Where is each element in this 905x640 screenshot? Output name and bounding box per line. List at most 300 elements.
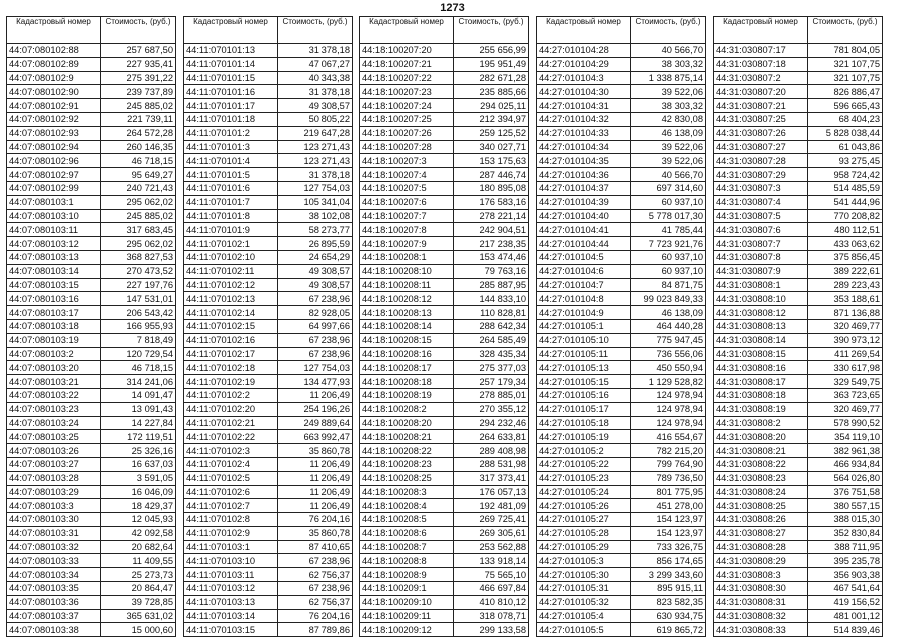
table-row	[184, 402, 353, 416]
table-row	[184, 319, 353, 333]
table-row	[7, 112, 176, 126]
table-row	[537, 99, 706, 113]
cost-cell: 410 810,12	[454, 595, 529, 609]
cost-cell: 321 107,75	[808, 57, 883, 71]
cost-cell: 7 818,49	[101, 333, 176, 347]
cadastral-number-cell: 44:18:100208:23	[360, 457, 454, 471]
cost-cell: 15 000,60	[101, 623, 176, 637]
cadastral-number-cell: 44:11:070102:16	[184, 333, 278, 347]
cadastral-number-cell: 44:27:010105:2	[537, 444, 631, 458]
cadastral-number-cell: 44:07:080102:9	[7, 71, 101, 85]
cadastral-number-cell: 44:27:010104:41	[537, 223, 631, 237]
cadastral-number-cell: 44:31:030807:29	[714, 168, 808, 182]
cadastral-number-cell: 44:11:070102:19	[184, 375, 278, 389]
table-row	[714, 416, 883, 430]
table-row	[360, 85, 529, 99]
table-row	[184, 513, 353, 527]
table-row	[184, 485, 353, 499]
cost-cell: 330 617,98	[808, 361, 883, 375]
cost-cell: 328 435,34	[454, 347, 529, 361]
cadastral-number-cell: 44:27:010105:1	[537, 319, 631, 333]
cadastral-number-cell: 44:11:070102:8	[184, 513, 278, 527]
table-row	[714, 278, 883, 292]
cost-cell: 269 305,61	[454, 526, 529, 540]
cadastral-number-cell: 44:11:070101:17	[184, 99, 278, 113]
cadastral-number-cell: 44:18:100208:4	[360, 499, 454, 513]
table-row	[360, 319, 529, 333]
cadastral-number-cell: 44:07:080103:10	[7, 209, 101, 223]
table-row	[184, 112, 353, 126]
cost-cell: 619 865,72	[631, 623, 706, 637]
cost-cell: 245 885,02	[101, 99, 176, 113]
cadastral-number-cell: 44:18:100208:14	[360, 319, 454, 333]
table-row	[184, 540, 353, 554]
cost-cell: 42 092,58	[101, 526, 176, 540]
cost-cell: 329 549,75	[808, 375, 883, 389]
cadastral-number-cell: 44:31:030808:16	[714, 361, 808, 375]
cadastral-number-cell: 44:11:070103:14	[184, 609, 278, 623]
header-cost: Стоимость, (руб.)	[101, 17, 176, 44]
cadastral-number-cell: 44:27:010104:6	[537, 264, 631, 278]
cadastral-number-cell: 44:18:100208:20	[360, 416, 454, 430]
table-row	[7, 306, 176, 320]
cadastral-number-cell: 44:07:080103:27	[7, 457, 101, 471]
cadastral-number-cell: 44:31:030808:3	[714, 568, 808, 582]
table-row	[714, 292, 883, 306]
cost-cell: 14 227,84	[101, 416, 176, 430]
cadastral-number-cell: 44:11:070103:15	[184, 623, 278, 637]
cadastral-number-cell: 44:18:100208:1	[360, 250, 454, 264]
cost-cell: 464 440,28	[631, 319, 706, 333]
cost-cell: 18 429,37	[101, 499, 176, 513]
table-row	[714, 375, 883, 389]
table-row	[714, 99, 883, 113]
table-row	[184, 595, 353, 609]
table-row	[360, 444, 529, 458]
cost-cell: 353 188,61	[808, 292, 883, 306]
cadastral-number-cell: 44:11:070101:7	[184, 195, 278, 209]
cadastral-number-cell: 44:27:010104:39	[537, 195, 631, 209]
cost-cell: 826 886,47	[808, 85, 883, 99]
table-row	[537, 513, 706, 527]
table-row	[537, 499, 706, 513]
table-row	[184, 554, 353, 568]
header-cost: Стоимость, (руб.)	[631, 17, 706, 44]
cost-cell: 239 737,89	[101, 85, 176, 99]
cost-cell: 282 671,28	[454, 71, 529, 85]
cost-cell: 663 992,47	[278, 430, 353, 444]
cost-cell: 578 990,52	[808, 416, 883, 430]
table-row	[184, 99, 353, 113]
cost-cell: 40 566,70	[631, 44, 706, 58]
table-row	[360, 237, 529, 251]
cost-cell: 564 026,80	[808, 471, 883, 485]
cadastral-number-cell: 44:18:100207:26	[360, 126, 454, 140]
cost-cell: 466 697,84	[454, 582, 529, 596]
table-row	[7, 582, 176, 596]
cadastral-number-cell: 44:11:070103:12	[184, 582, 278, 596]
cost-cell: 270 355,12	[454, 402, 529, 416]
cadastral-number-cell: 44:31:030807:5	[714, 209, 808, 223]
table-row	[537, 126, 706, 140]
cadastral-number-cell: 44:31:030808:2	[714, 416, 808, 430]
cadastral-number-cell: 44:31:030808:17	[714, 375, 808, 389]
cost-cell: 801 775,95	[631, 485, 706, 499]
table-row	[7, 168, 176, 182]
cost-cell: 31 378,18	[278, 168, 353, 182]
table-row	[537, 333, 706, 347]
table-row	[537, 57, 706, 71]
cost-cell: 1 338 875,14	[631, 71, 706, 85]
cost-cell: 46 718,15	[101, 361, 176, 375]
cadastral-number-cell: 44:31:030808:29	[714, 554, 808, 568]
cost-cell: 365 631,02	[101, 609, 176, 623]
cadastral-number-cell: 44:07:080103:11	[7, 223, 101, 237]
table-row	[537, 430, 706, 444]
table-body	[714, 44, 883, 637]
cadastral-number-cell: 44:07:080103:3	[7, 499, 101, 513]
cost-cell: 388 711,95	[808, 540, 883, 554]
cadastral-number-cell: 44:31:030807:25	[714, 112, 808, 126]
table-row	[7, 264, 176, 278]
cost-cell: 340 027,71	[454, 140, 529, 154]
cadastral-number-cell: 44:18:100207:8	[360, 223, 454, 237]
table-row	[714, 609, 883, 623]
cost-cell: 172 119,51	[101, 430, 176, 444]
cadastral-number-cell: 44:27:010104:8	[537, 292, 631, 306]
cadastral-number-cell: 44:18:100208:13	[360, 306, 454, 320]
cost-cell: 450 550,94	[631, 361, 706, 375]
cost-cell: 124 978,94	[631, 388, 706, 402]
cadastral-number-cell: 44:18:100208:17	[360, 361, 454, 375]
table-row	[714, 126, 883, 140]
cadastral-number-cell: 44:07:080103:31	[7, 526, 101, 540]
cadastral-number-cell: 44:07:080103:17	[7, 306, 101, 320]
cadastral-number-cell: 44:31:030808:22	[714, 457, 808, 471]
table-row	[360, 540, 529, 554]
cadastral-number-cell: 44:27:010105:13	[537, 361, 631, 375]
cost-cell: 134 477,93	[278, 375, 353, 389]
cadastral-number-cell: 44:11:070101:5	[184, 168, 278, 182]
table-row	[184, 57, 353, 71]
table-row	[714, 85, 883, 99]
cadastral-number-cell: 44:18:100209:1	[360, 582, 454, 596]
cost-cell: 958 724,42	[808, 168, 883, 182]
table-row	[184, 250, 353, 264]
cadastral-number-cell: 44:18:100207:24	[360, 99, 454, 113]
cadastral-number-cell: 44:07:080102:93	[7, 126, 101, 140]
cadastral-number-cell: 44:31:030807:6	[714, 223, 808, 237]
cost-cell: 775 947,45	[631, 333, 706, 347]
cost-cell: 388 015,30	[808, 513, 883, 527]
cadastral-number-cell: 44:07:080103:18	[7, 319, 101, 333]
cost-cell: 856 174,65	[631, 554, 706, 568]
cost-cell: 49 308,57	[278, 278, 353, 292]
cadastral-number-cell: 44:18:100208:7	[360, 540, 454, 554]
cadastral-number-cell: 44:27:010105:11	[537, 347, 631, 361]
cost-cell: 219 647,28	[278, 126, 353, 140]
cost-cell: 697 314,60	[631, 181, 706, 195]
table-row	[537, 112, 706, 126]
cadastral-number-cell: 44:31:030808:26	[714, 513, 808, 527]
cost-cell: 285 887,95	[454, 278, 529, 292]
cost-table-4	[536, 16, 706, 637]
cost-cell: 76 204,16	[278, 513, 353, 527]
table-row	[714, 223, 883, 237]
table-row	[537, 568, 706, 582]
cadastral-number-cell: 44:11:070102:21	[184, 416, 278, 430]
cadastral-number-cell: 44:31:030807:21	[714, 99, 808, 113]
table-row	[7, 444, 176, 458]
table-row	[714, 140, 883, 154]
cost-cell: 416 554,67	[631, 430, 706, 444]
cadastral-number-cell: 44:31:030808:27	[714, 526, 808, 540]
cadastral-number-cell: 44:31:030808:10	[714, 292, 808, 306]
table-row	[714, 430, 883, 444]
cost-cell: 166 955,93	[101, 319, 176, 333]
cost-cell: 14 091,47	[101, 388, 176, 402]
cost-cell: 389 222,61	[808, 264, 883, 278]
table-row	[7, 485, 176, 499]
table-row	[184, 430, 353, 444]
cost-cell: 20 682,64	[101, 540, 176, 554]
cost-cell: 123 271,43	[278, 154, 353, 168]
table-row	[714, 499, 883, 513]
cadastral-number-cell: 44:11:070102:1	[184, 237, 278, 251]
cost-cell: 123 271,43	[278, 140, 353, 154]
cadastral-number-cell: 44:11:070102:5	[184, 471, 278, 485]
cadastral-number-cell: 44:31:030807:9	[714, 264, 808, 278]
cadastral-number-cell: 44:31:030808:13	[714, 319, 808, 333]
cadastral-number-cell: 44:31:030807:2	[714, 71, 808, 85]
cadastral-number-cell: 44:18:100208:22	[360, 444, 454, 458]
table-row	[714, 457, 883, 471]
cost-cell: 105 341,04	[278, 195, 353, 209]
table-row	[184, 499, 353, 513]
table-row	[360, 361, 529, 375]
cadastral-number-cell: 44:27:010104:32	[537, 112, 631, 126]
table-row	[184, 375, 353, 389]
table-row	[360, 499, 529, 513]
cost-cell: 789 736,50	[631, 471, 706, 485]
cost-cell: 64 997,66	[278, 319, 353, 333]
header-cadastral-number: Кадастровый номер	[360, 17, 454, 44]
cadastral-number-cell: 44:11:070101:9	[184, 223, 278, 237]
cost-cell: 278 221,14	[454, 209, 529, 223]
table-row	[360, 209, 529, 223]
table-row	[360, 112, 529, 126]
cadastral-number-cell: 44:18:100208:2	[360, 402, 454, 416]
table-row	[7, 154, 176, 168]
cost-cell: 823 582,35	[631, 595, 706, 609]
cadastral-number-cell: 44:31:030808:28	[714, 540, 808, 554]
cadastral-number-cell: 44:18:100208:12	[360, 292, 454, 306]
cost-cell: 433 063,62	[808, 237, 883, 251]
table-row	[537, 264, 706, 278]
table-row	[714, 44, 883, 58]
cost-cell: 235 885,66	[454, 85, 529, 99]
table-row	[537, 209, 706, 223]
cadastral-number-cell: 44:11:070101:8	[184, 209, 278, 223]
table-row	[360, 568, 529, 582]
cadastral-number-cell: 44:07:080103:19	[7, 333, 101, 347]
cost-cell: 124 978,94	[631, 402, 706, 416]
cadastral-number-cell: 44:27:010105:17	[537, 402, 631, 416]
cadastral-number-cell: 44:07:080103:37	[7, 609, 101, 623]
table-row	[714, 513, 883, 527]
table-row	[537, 375, 706, 389]
cost-cell: 411 269,54	[808, 347, 883, 361]
cost-cell: 269 725,41	[454, 513, 529, 527]
table-row	[537, 140, 706, 154]
cost-cell: 26 895,59	[278, 237, 353, 251]
table-row	[184, 140, 353, 154]
cost-table-2	[183, 16, 353, 637]
table-row	[7, 609, 176, 623]
cadastral-number-cell: 44:31:030807:20	[714, 85, 808, 99]
cost-cell: 11 409,55	[101, 554, 176, 568]
cadastral-number-cell: 44:27:010104:37	[537, 181, 631, 195]
table-row	[184, 361, 353, 375]
cost-cell: 20 864,47	[101, 582, 176, 596]
cost-cell: 40 343,38	[278, 71, 353, 85]
table-row	[184, 195, 353, 209]
cadastral-number-cell: 44:31:030808:12	[714, 306, 808, 320]
cadastral-number-cell: 44:07:080102:92	[7, 112, 101, 126]
cost-cell: 67 238,96	[278, 554, 353, 568]
cost-cell: 481 001,12	[808, 609, 883, 623]
cadastral-number-cell: 44:31:030808:20	[714, 430, 808, 444]
cost-cell: 320 469,77	[808, 402, 883, 416]
cadastral-number-cell: 44:18:100208:11	[360, 278, 454, 292]
table-row	[184, 278, 353, 292]
cost-cell: 255 656,99	[454, 44, 529, 58]
table-row	[360, 140, 529, 154]
cost-cell: 240 721,43	[101, 181, 176, 195]
cost-cell: 206 543,42	[101, 306, 176, 320]
cost-cell: 110 828,81	[454, 306, 529, 320]
table-row	[184, 457, 353, 471]
table-row	[360, 623, 529, 637]
table-row	[714, 582, 883, 596]
cost-cell: 38 102,08	[278, 209, 353, 223]
cost-cell: 46 138,09	[631, 126, 706, 140]
table-row	[7, 44, 176, 58]
cost-cell: 39 522,06	[631, 154, 706, 168]
cost-cell: 11 206,49	[278, 499, 353, 513]
cost-cell: 287 446,74	[454, 168, 529, 182]
cost-cell: 451 278,00	[631, 499, 706, 513]
cost-cell: 314 241,06	[101, 375, 176, 389]
cost-cell: 60 937,10	[631, 195, 706, 209]
cost-cell: 294 025,11	[454, 99, 529, 113]
cost-cell: 596 665,43	[808, 99, 883, 113]
cost-cell: 60 937,10	[631, 250, 706, 264]
table-row	[7, 402, 176, 416]
cadastral-number-cell: 44:31:030807:27	[714, 140, 808, 154]
table-row	[360, 71, 529, 85]
cadastral-number-cell: 44:07:080103:34	[7, 568, 101, 582]
cost-table-5	[713, 16, 883, 637]
table-row	[537, 457, 706, 471]
table-row	[360, 388, 529, 402]
table-row	[360, 582, 529, 596]
cost-cell: 127 754,03	[278, 181, 353, 195]
table-row	[714, 71, 883, 85]
cost-cell: 781 804,05	[808, 44, 883, 58]
cadastral-number-cell: 44:27:010105:4	[537, 609, 631, 623]
cost-cell: 67 238,96	[278, 347, 353, 361]
cadastral-number-cell: 44:07:080103:38	[7, 623, 101, 637]
cost-cell: 62 756,37	[278, 595, 353, 609]
table-body	[537, 44, 706, 637]
cadastral-number-cell: 44:18:100207:25	[360, 112, 454, 126]
cadastral-number-cell: 44:31:030807:26	[714, 126, 808, 140]
cadastral-number-cell: 44:27:010104:31	[537, 99, 631, 113]
cadastral-number-cell: 44:07:080103:14	[7, 264, 101, 278]
table-row	[7, 568, 176, 582]
cadastral-number-cell: 44:07:080103:33	[7, 554, 101, 568]
cost-cell: 133 918,14	[454, 554, 529, 568]
cost-cell: 380 557,15	[808, 499, 883, 513]
table-row	[360, 513, 529, 527]
table-row	[184, 416, 353, 430]
table-row	[714, 237, 883, 251]
table-row	[360, 126, 529, 140]
table-row	[7, 209, 176, 223]
cost-cell: 221 739,11	[101, 112, 176, 126]
table-row	[7, 292, 176, 306]
table-row	[184, 126, 353, 140]
cadastral-number-cell: 44:31:030808:21	[714, 444, 808, 458]
cost-cell: 419 156,52	[808, 595, 883, 609]
cost-cell: 782 215,20	[631, 444, 706, 458]
cadastral-number-cell: 44:11:070102:18	[184, 361, 278, 375]
table-row	[537, 154, 706, 168]
table-row	[360, 264, 529, 278]
cost-cell: 257 687,50	[101, 44, 176, 58]
header-cost: Стоимость, (руб.)	[808, 17, 883, 44]
cadastral-number-cell: 44:07:080103:22	[7, 388, 101, 402]
cost-cell: 212 394,97	[454, 112, 529, 126]
table-row	[7, 333, 176, 347]
table-row	[7, 319, 176, 333]
cadastral-number-cell: 44:18:100207:20	[360, 44, 454, 58]
table-row	[184, 85, 353, 99]
cadastral-number-cell: 44:11:070102:3	[184, 444, 278, 458]
cost-cell: 180 895,08	[454, 181, 529, 195]
cadastral-number-cell: 44:11:070103:13	[184, 595, 278, 609]
table-row	[7, 126, 176, 140]
table-row	[7, 375, 176, 389]
cadastral-number-cell: 44:27:010105:31	[537, 582, 631, 596]
cost-cell: 176 583,16	[454, 195, 529, 209]
table-body	[360, 44, 529, 637]
cost-cell: 127 754,03	[278, 361, 353, 375]
cadastral-number-cell: 44:31:030808:31	[714, 595, 808, 609]
cadastral-number-cell: 44:18:100208:6	[360, 526, 454, 540]
cadastral-number-cell: 44:27:010105:29	[537, 540, 631, 554]
table-row	[184, 388, 353, 402]
cost-cell: 12 045,93	[101, 513, 176, 527]
cost-cell: 46 138,09	[631, 306, 706, 320]
cost-cell: 60 937,10	[631, 264, 706, 278]
table-row	[714, 181, 883, 195]
cadastral-number-cell: 44:11:070102:9	[184, 526, 278, 540]
table-row	[714, 306, 883, 320]
cost-cell: 3 591,05	[101, 471, 176, 485]
table-row	[360, 471, 529, 485]
